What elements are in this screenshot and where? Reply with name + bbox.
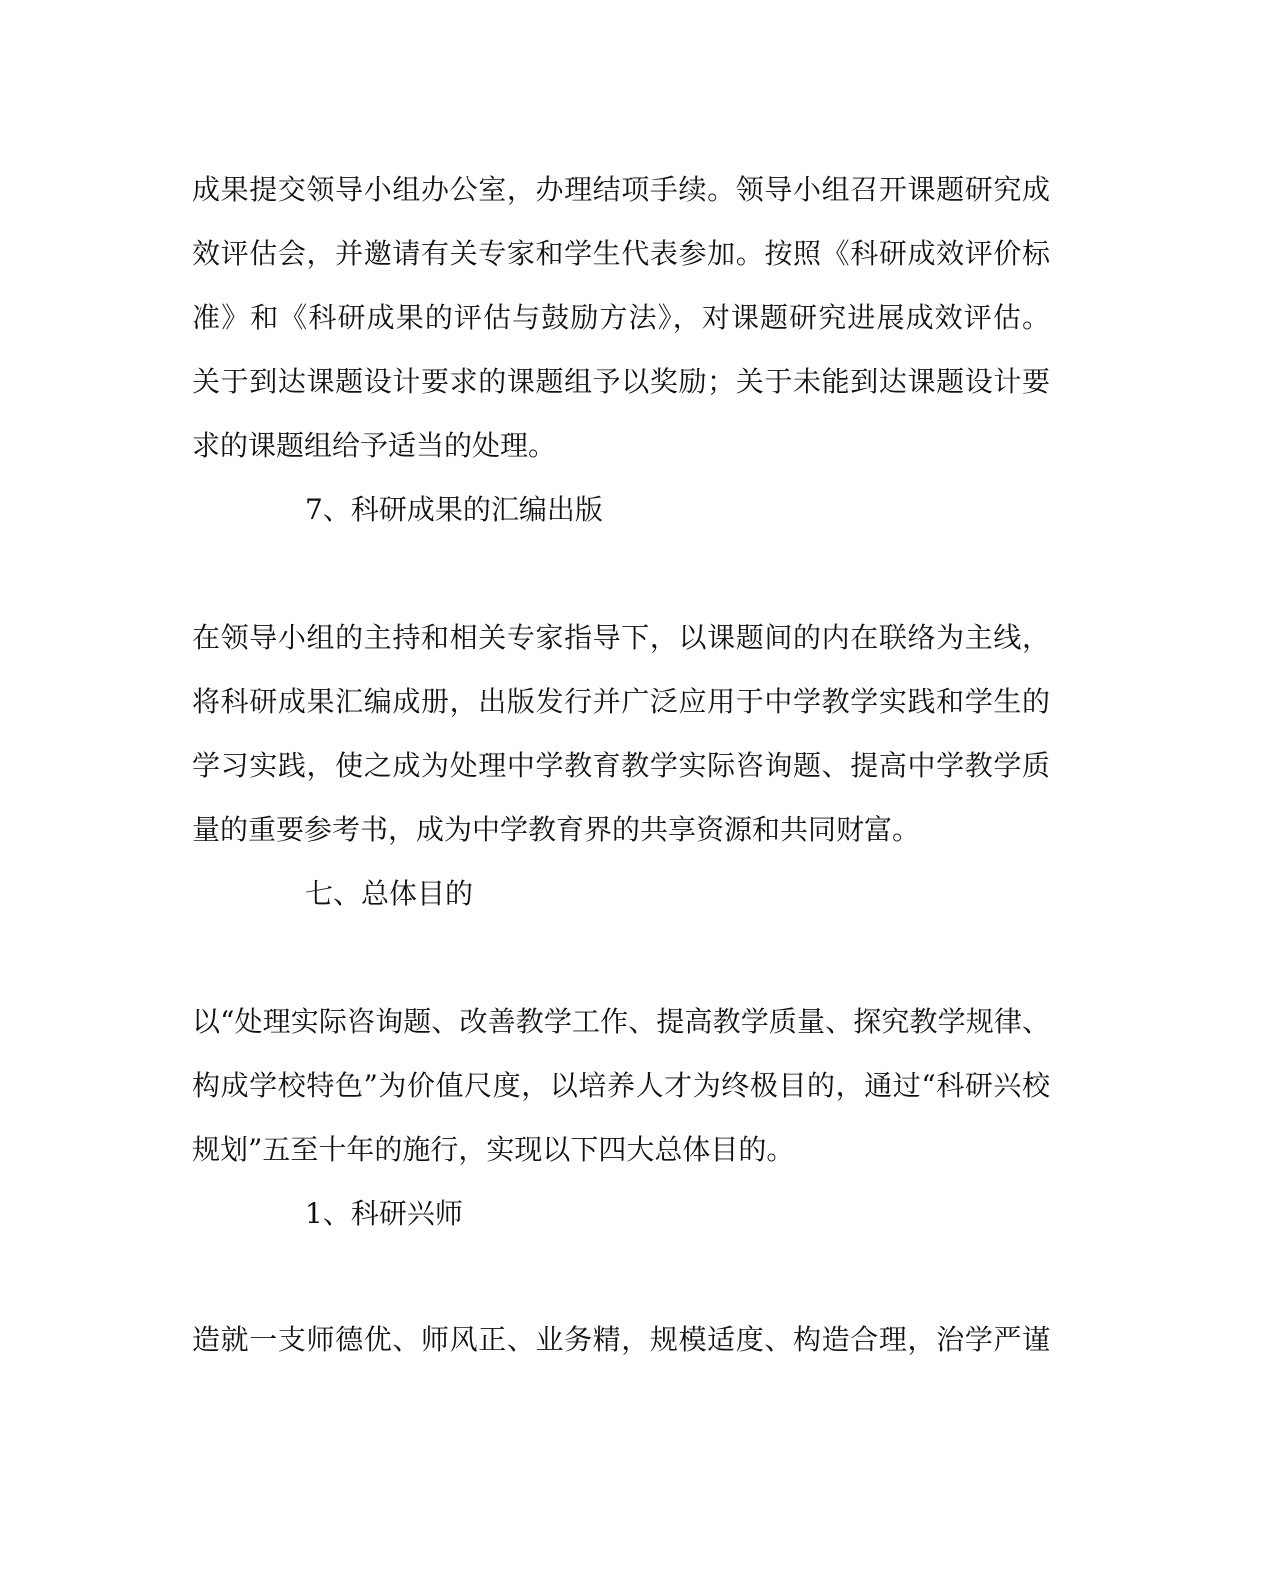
paragraph-line: 造就一支师德优、师风正、业务精，规模适度、构造合理，治学严谨 [192, 1323, 1050, 1356]
paragraph-line: 关于到达课题设计要求的课题组予以奖励；关于未能到达课题设计要 [192, 365, 1050, 398]
paragraph-line: 学习实践，使之成为处理中学教育教学实际咨询题、提高中学教学质 [192, 749, 1050, 782]
paragraph-line: 构成学校特色”为价值尺度，以培养人才为终极目的，通过“科研兴校 [192, 1069, 1050, 1102]
paragraph-line: 准》和《科研成果的评估与鼓励方法》，对课题研究进展成效评估。 [192, 301, 1050, 334]
paragraph-line: 在领导小组的主持和相关专家指导下，以课题间的内在联络为主线， [192, 621, 1050, 654]
section-heading: 7、科研成果的汇编出版 [305, 493, 603, 526]
paragraph-line: 量的重要参考书，成为中学教育界的共享资源和共同财富。 [192, 813, 921, 846]
paragraph-line: 规划”五至十年的施行，实现以下四大总体目的。 [192, 1133, 795, 1166]
paragraph-line: 以“处理实际咨询题、改善教学工作、提高教学质量、探究教学规律、 [192, 1005, 1050, 1038]
paragraph-line: 成果提交领导小组办公室，办理结项手续。领导小组召开课题研究成 [192, 173, 1050, 206]
paragraph-line: 将科研成果汇编成册，出版发行并广泛应用于中学教学实践和学生的 [192, 685, 1050, 718]
paragraph-line: 效评估会，并邀请有关专家和学生代表参加。按照《科研成效评价标 [192, 237, 1050, 270]
section-heading: 七、总体目的 [305, 877, 474, 910]
section-heading: 1、科研兴师 [305, 1197, 463, 1230]
paragraph-line: 求的课题组给予适当的处理。 [192, 429, 557, 462]
